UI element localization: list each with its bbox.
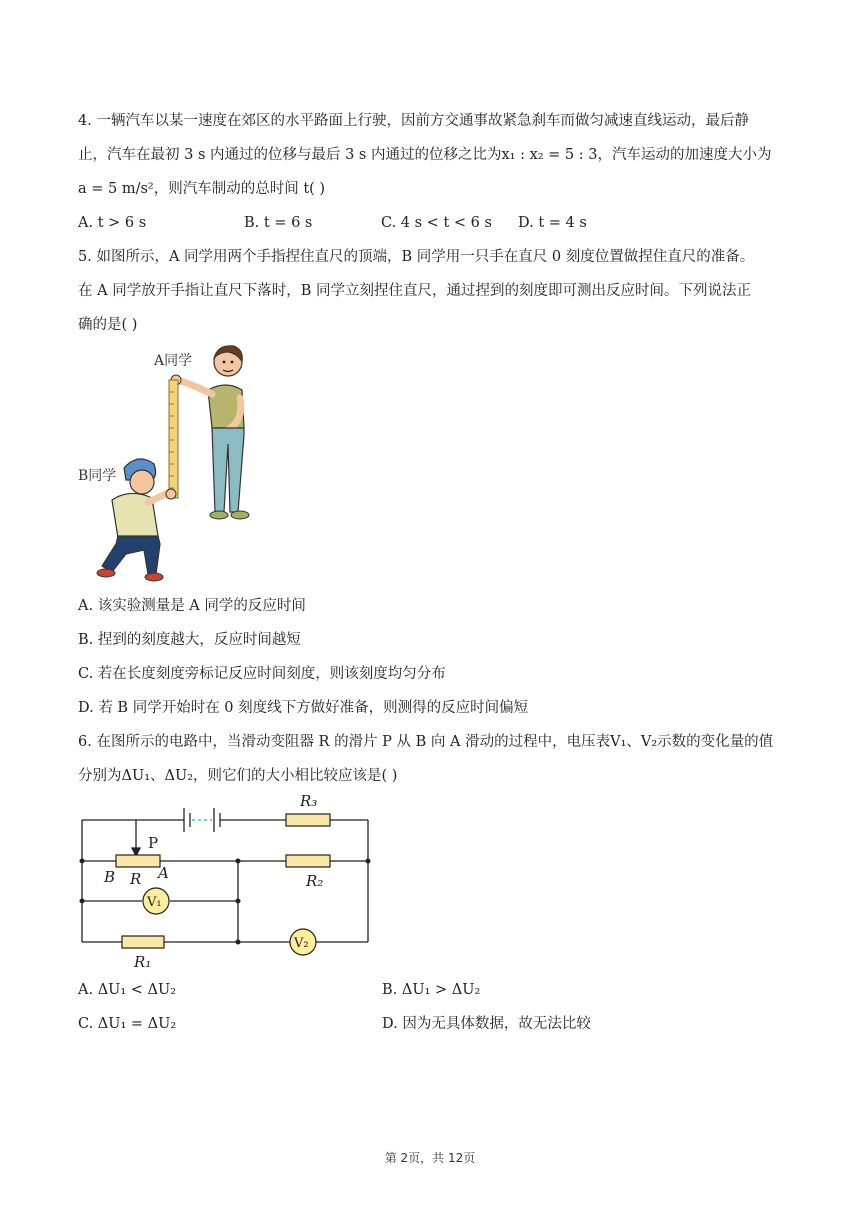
student-b-head (130, 470, 154, 494)
label-v1: V₁ (147, 895, 162, 910)
page-footer: 第 2页，共 12页 (384, 1151, 476, 1165)
q5-option-d: D. 若 B 同学开始时在 0 刻度线下方做好准备，则测得的反应时间偏短 (78, 700, 529, 716)
resistor-r2 (286, 855, 330, 867)
student-a-pants (212, 428, 244, 512)
q5-option-a: A. 该实验测量是 A 同学的反应时间 (78, 598, 306, 614)
q6-option-b: B. ΔU₁ > ΔU₂ (382, 982, 481, 998)
q5-stem-line2: 在 A 同学放开手指让直尺下落时，B 同学立刻捏住直尺，通过捏到的刻度即可测出反应时间。下列说法正 (78, 283, 751, 299)
q4-stem-line3: a = 5 m/s²，则汽车制动的总时间 t( ) (78, 181, 326, 197)
q5-stem-line3: 确的是( ) (78, 317, 138, 333)
rheostat-r (116, 855, 160, 867)
q5-option-b: B. 捏到的刻度越大，反应时间越短 (78, 632, 301, 648)
label-r: R (130, 870, 142, 888)
q6-option-a: A. ΔU₁ < ΔU₂ (78, 982, 177, 998)
q4-option-c: C. 4 s < t < 6 s (381, 215, 492, 231)
resistor-r3 (286, 814, 330, 826)
ruler-reaction-figure (78, 340, 268, 585)
label-v2: V₂ (294, 936, 309, 951)
circuit-diagram (76, 786, 376, 976)
resistor-r1 (122, 936, 164, 948)
q4-stem-line1: 4. 一辆汽车以某一速度在郊区的水平路面上行驶，因前方交通事故紧急刹车而做匀减速直线运动，最后静 (78, 113, 749, 129)
q6-option-c: C. ΔU₁ = ΔU₂ (78, 1016, 177, 1032)
label-p: P (148, 834, 159, 852)
q4-option-b: B. t = 6 s (244, 215, 313, 231)
q6-option-d: D. 因为无具体数据，故无法比较 (382, 1016, 591, 1032)
q5-stem-line1: 5. 如图所示，A 同学用两个手指捏住直尺的顶端，B 同学用一只手在直尺 0 刻度位置做捏住直尺的准备。 (78, 249, 755, 265)
label-b: B (104, 868, 116, 886)
q4-option-a: A. t > 6 s (78, 215, 147, 231)
q6-stem-line2: 分别为ΔU₁、ΔU₂，则它们的大小相比较应该是( ) (78, 768, 398, 784)
label-r3: R₃ (300, 792, 318, 810)
label-r2: R₂ (306, 872, 324, 890)
student-a-arm (178, 380, 212, 394)
label-student-a: A同学 (154, 353, 193, 369)
q4-option-d: D. t = 4 s (518, 215, 587, 231)
ruler (169, 380, 178, 498)
student-b-pants (102, 536, 160, 574)
label-r1: R₁ (134, 953, 152, 971)
q5-option-c: C. 若在长度刻度旁标记反应时间刻度，则该刻度均匀分布 (78, 666, 446, 682)
label-a: A (158, 864, 169, 882)
q6-stem-line1: 6. 在图所示的电路中，当滑动变阻器 R 的滑片 P 从 B 向 A 滑动的过程中，电压表V₁、V₂示数的变化量的值 (78, 734, 774, 750)
q4-stem-line2: 止，汽车在最初 3 s 内通过的位移与最后 3 s 内通过的位移之比为x₁ : x₂ = 5 : 3，汽车运动的加速度大小为 (78, 147, 772, 163)
label-student-b: B同学 (78, 468, 117, 484)
